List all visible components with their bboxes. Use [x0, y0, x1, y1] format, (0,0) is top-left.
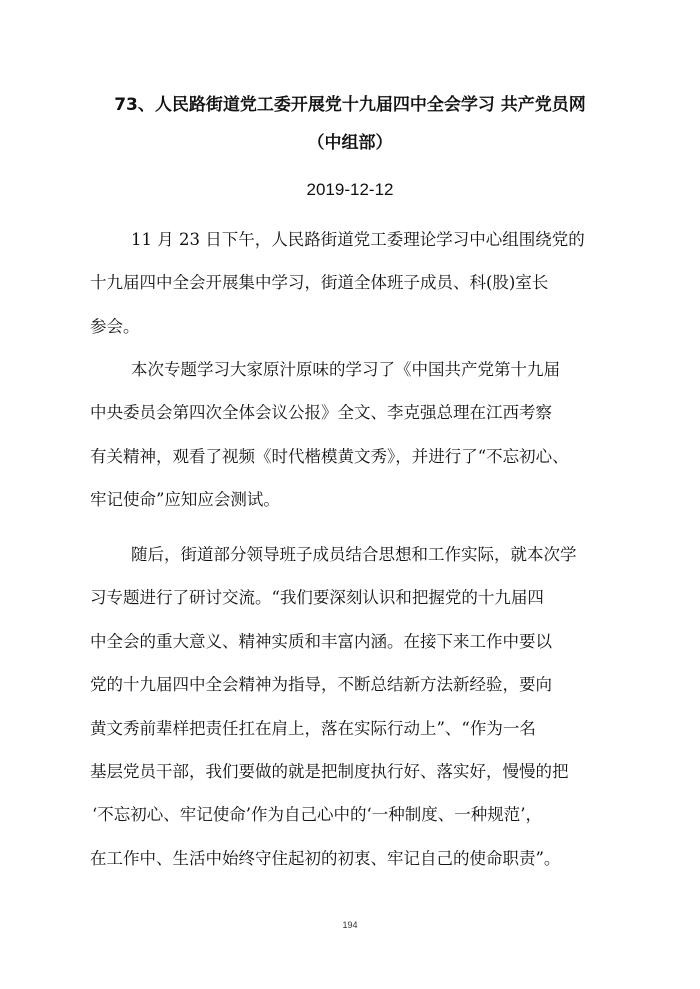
paragraph-line: 十九届四中全会开展集中学习，街道全体班子成员、科(股)室长: [90, 273, 549, 292]
paragraph-line: 牢记使命”应知应会测试。: [90, 490, 280, 509]
paragraph-line: ‘不忘初心、牢记使命’作为自己心中的‘一种制度、一种规范’，: [92, 805, 542, 824]
article-title-line-1: 73、人民路街道党工委开展党十九届四中全会学习 共产党员网: [114, 95, 586, 115]
paragraph-line: 基层党员干部，我们要做的就是把制度执行好、落实好，慢慢的把: [90, 762, 569, 781]
paragraph-line: 中央委员会第四次全体会议公报》全文、李克强总理在江西考察: [90, 403, 552, 422]
paragraph-line: 习专题进行了研讨交流。“我们要深刻认识和把握党的十九届四: [90, 588, 544, 607]
paragraph-line: 黄文秀前辈样把责任扛在肩上，落在实际行动上”、“作为一名: [90, 719, 536, 738]
paragraph-line: 在工作中、生活中始终守住起初的初衷、牢记自己的使命职责”。: [90, 849, 561, 868]
paragraph-line: 党的十九届四中全会精神为指导，不断总结新方法新经验，要向: [90, 675, 552, 694]
paragraph-line: 参会。: [90, 317, 140, 336]
paragraph-line: 有关精神，观看了视频《时代楷模黄文秀》，并进行了“不忘初心、: [90, 447, 569, 466]
page-number: 194: [342, 920, 358, 930]
article-date: 2019-12-12: [306, 180, 394, 199]
paragraph-line: 随后，街道部分领导班子成员结合思想和工作实际，就本次学: [131, 545, 577, 564]
article-title-line-2: （中组部）: [307, 133, 393, 153]
paragraph-line: 11 月 23 日下午，人民路街道党工委理论学习中心组围绕党的: [131, 230, 585, 249]
paragraph-line: 本次专题学习大家原汁原味的学习了《中国共产党第十九届: [131, 360, 560, 379]
paragraph-line: 中全会的重大意义、精神实质和丰富内涵。在接下来工作中要以: [90, 632, 552, 651]
